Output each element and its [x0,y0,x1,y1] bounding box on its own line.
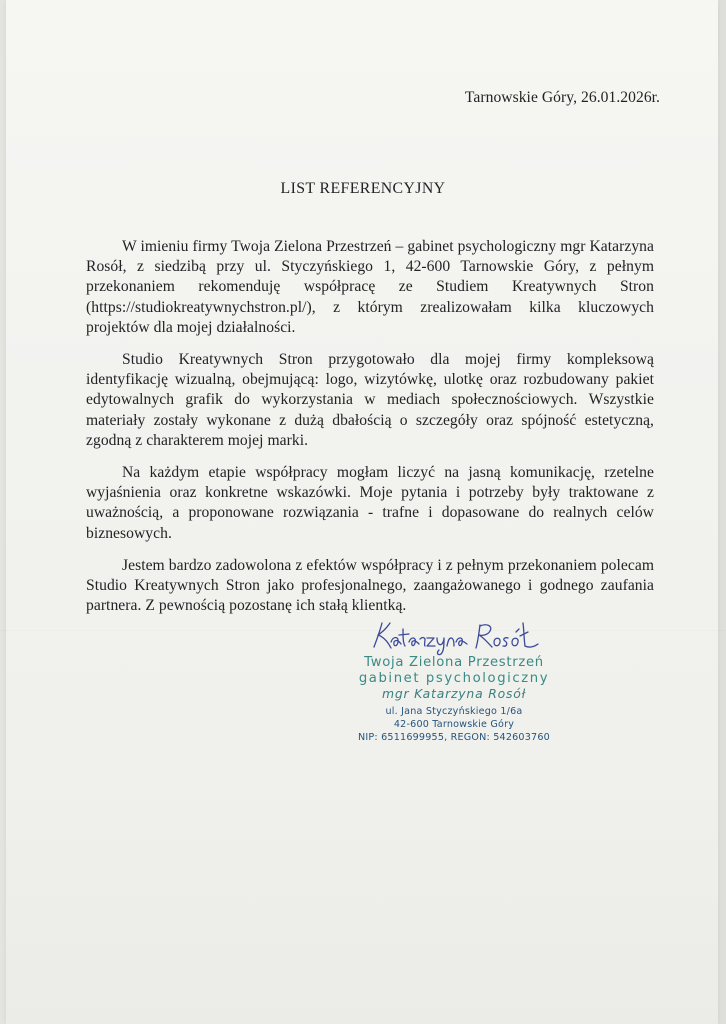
letter-date: Tarnowskie Góry, 26.01.2026r. [464,89,660,106]
letter-body [86,237,654,628]
stamp-company-type: gabinet psychologiczny [358,671,550,686]
paragraph-4: Jestem bardzo zadowolona z efektów współpracy i z pełnym przekonaniem polecam Studio Kreatywnych Stron jako profesjonalnego, zaangażowanego i godnego zaufania partnera. Z pewnością pozostanę ich stałą klientką. [86,556,654,615]
letter-title: LIST REFERENCYJNY [280,180,446,197]
paragraph-3: Na każdym etapie współpracy mogłam liczyć na jasną komunikację, rzetelne wyjaśnienia oraz konkretne wskazówki. Moje pytania i potrzeby były traktowane z uważnością, a proponowane rozwiązania - trafne i dopasowane do realnych celów biznesowych. [86,464,654,542]
stamp-company-name: Twoja Zielona Przestrzeń [364,655,544,670]
paragraph-2: Studio Kreatywnych Stron przygotowało dla mojej firmy kompleksową identyfikację wizualną, obejmującą: logo, wizytówkę, ulotkę oraz rozbudowany pakiet edytowalnych grafik do wykorzystania w mediach społecznościowych. Wszystkie materiały zostały wykonane z dużą dbałością o szczegóły oraz spójność estetyczną, zgodną z charakterem mojej marki. [86,351,654,449]
stamp-tax-ids: NIP: 6511699955, REGON: 542603760 [358,732,550,743]
handwritten-signature [368,617,546,657]
paper-fold-line [0,630,726,631]
stamp-owner-name: mgr Katarzyna Rosół [382,686,526,701]
paragraph-1: W imieniu firmy Twoja Zielona Przestrzeń – gabinet psychologiczny mgr Katarzyna Rosół, z siedzibą przy ul. Styczyńskiego 1, 42-600 Tarnowskie Góry, z pełnym przekonaniem rekomenduję współpracę ze Studiem Kreatywnych Stron (https://studiokreatywnychstron.pl/), z którym zrealizowałam kilka kluczowych projektów dla mojej działalności. [86,238,654,336]
company-stamp [344,655,564,744]
stamp-city: 42-600 Tarnowskie Góry [393,719,515,730]
stamp-street: ul. Jana Styczyńskiego 1/6a [385,706,523,717]
